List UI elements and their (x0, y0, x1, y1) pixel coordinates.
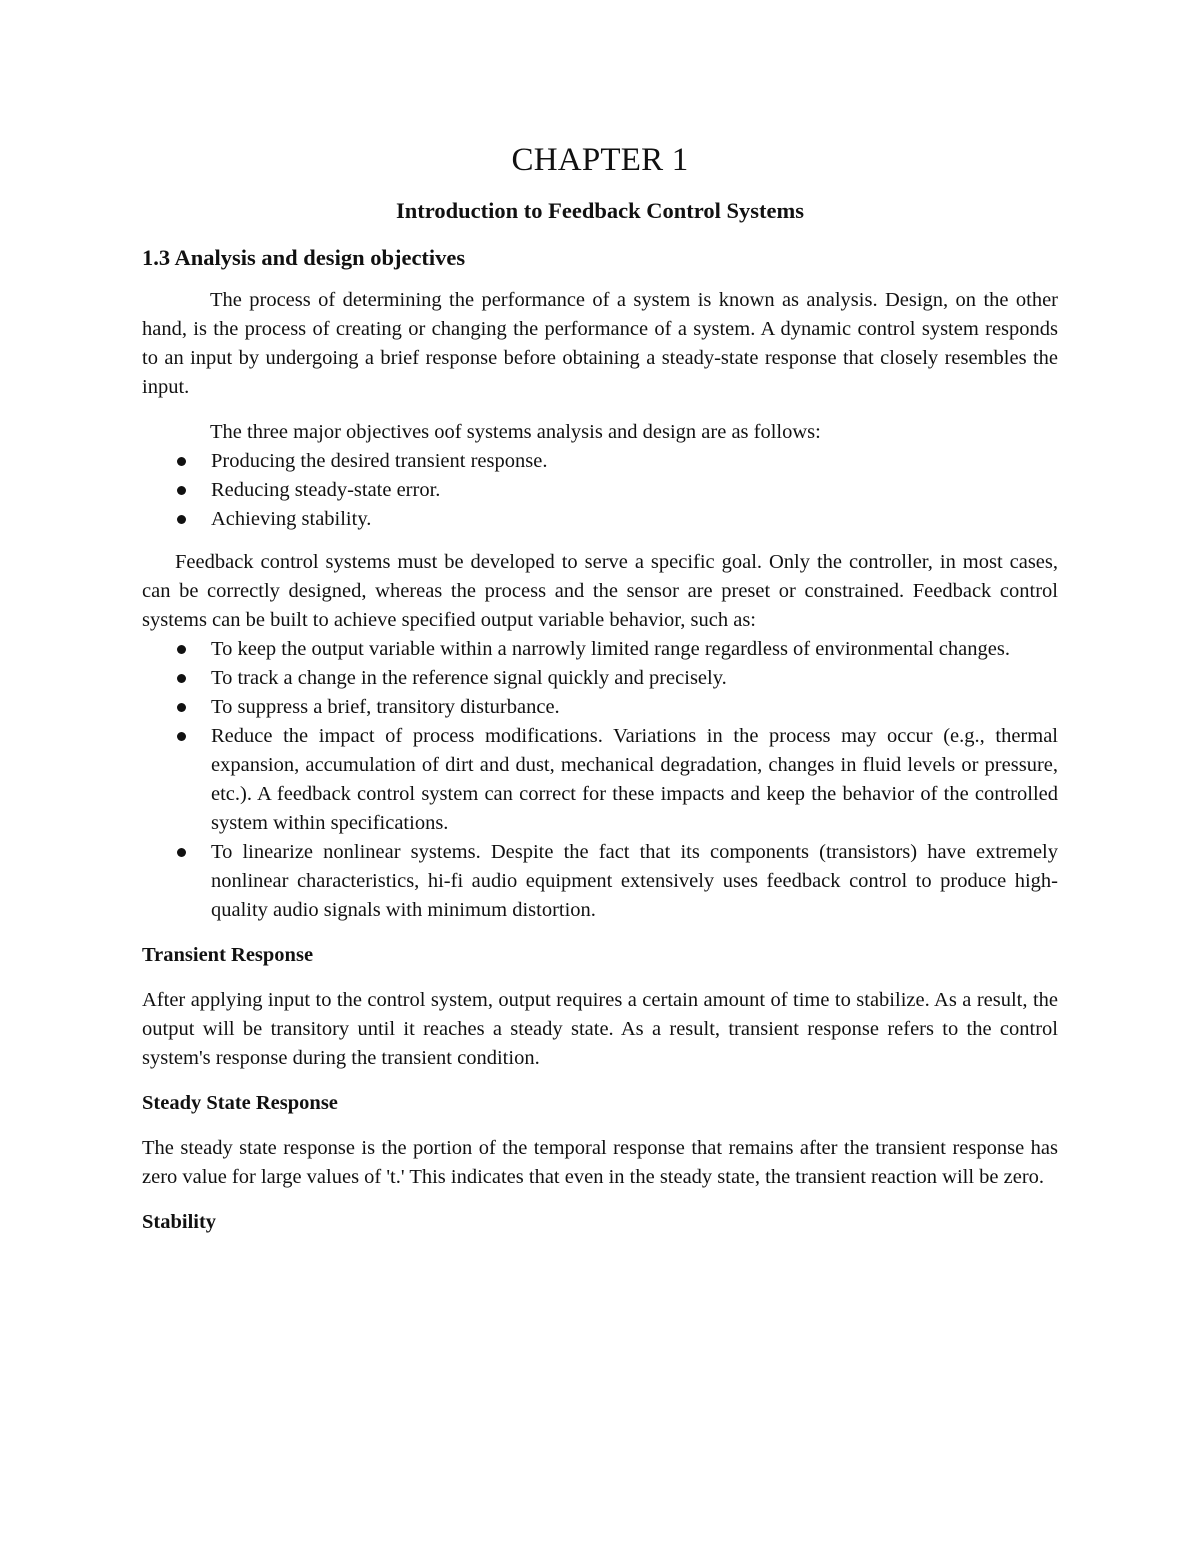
list-item (142, 664, 1058, 693)
chapter-label: CHAPTER 1 (511, 142, 689, 178)
feedback-goals-paragraph: Feedback control systems must be developed to serve a specific goal. Only the controller, in most cases, can be correctly designed, whereas the process and the sensor are preset or constrained. Feedback control systems can be built to achieve specified output variable behavior, such as: (142, 551, 1058, 631)
steady-state-response-heading: Steady State Response (142, 1092, 338, 1114)
bullet-icon (177, 732, 186, 741)
list-item (142, 838, 1058, 925)
list-item-text: Reduce the impact of process modifications. Variations in the process may occur (e.g., thermal expansion, accumulation of dirt and dust, mechanical degradation, changes in fluid levels or pressure, etc.). A feedback control system can correct for these impacts and keep the behavior of the controlled system within specifications. (211, 725, 1058, 834)
list-item-text: Achieving stability. (211, 508, 372, 530)
behaviors-list (142, 635, 1058, 925)
steady-state-response-paragraph: The steady state response is the portion of the temporal response that remains after the transient response has zero value for large values of 't.' This indicates that even in the steady state, the transient reaction will be zero. (142, 1137, 1058, 1188)
bullet-icon (177, 703, 186, 712)
transient-response-paragraph: After applying input to the control system, output requires a certain amount of time to stabilize. As a result, the output will be transitory until it reaches a steady state. As a result, transient response refers to the control system's response during the transient condition. (142, 989, 1058, 1069)
intro-paragraph: The process of determining the performance of a system is known as analysis. Design, on the other hand, is the process of creating or changing the performance of a system. A dynamic control system responds to an input by undergoing a brief response before obtaining a steady-state response that closely resembles the input. (142, 289, 1058, 398)
objectives-intro-paragraph: The three major objectives oof systems analysis and design are as follows: (210, 421, 821, 443)
bullet-icon (177, 848, 186, 857)
document-title: Introduction to Feedback Control Systems (396, 198, 804, 223)
list-item (142, 722, 1058, 838)
list-item (142, 476, 1058, 505)
list-item-text: To linearize nonlinear systems. Despite the fact that its components (transistors) have extremely nonlinear characteristics, hi-fi audio equipment extensively uses feedback control to produce high-quality audio signals with minimum distortion. (211, 841, 1058, 921)
bullet-icon (177, 674, 186, 683)
section-heading: 1.3 Analysis and design objectives (142, 245, 466, 270)
list-item (142, 505, 1058, 534)
list-item (142, 693, 1058, 722)
list-item (142, 635, 1058, 664)
list-item (142, 447, 1058, 476)
objectives-list (142, 447, 1058, 534)
list-item-text: To suppress a brief, transitory disturbance. (211, 696, 560, 718)
transient-response-heading: Transient Response (142, 944, 314, 966)
list-item-text: Reducing steady-state error. (211, 479, 441, 501)
list-item-text: To keep the output variable within a narrowly limited range regardless of environmental changes. (211, 638, 1010, 660)
stability-heading: Stability (142, 1211, 217, 1233)
page-content (142, 140, 1058, 1237)
list-item-text: Producing the desired transient response. (211, 450, 548, 472)
bullet-icon (177, 457, 186, 466)
bullet-icon (177, 515, 186, 524)
list-item-text: To track a change in the reference signal quickly and precisely. (211, 667, 727, 689)
bullet-icon (177, 486, 186, 495)
bullet-icon (177, 645, 186, 654)
